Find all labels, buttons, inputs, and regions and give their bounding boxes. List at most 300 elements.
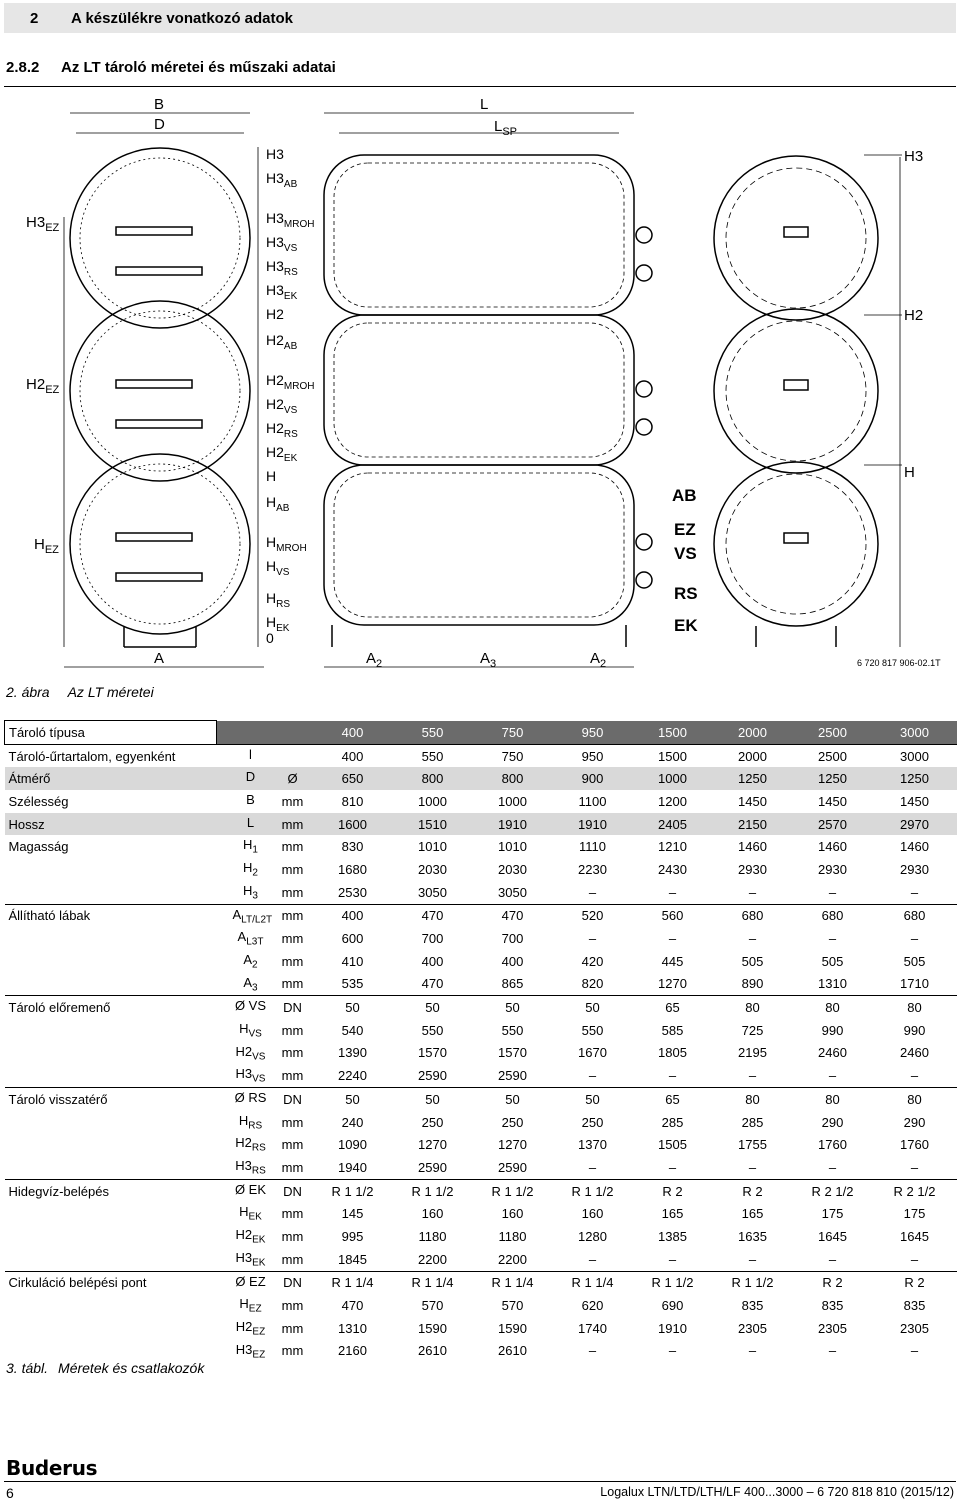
row-unit: mm (281, 793, 304, 809)
height-label: $H_{VS}$ (266, 558, 290, 578)
table-cell: – (588, 1343, 597, 1359)
table-cell: 1510 (393, 813, 473, 836)
table-cell: 2195 (738, 1045, 767, 1061)
table-cell: R 1 1/2 (393, 1179, 473, 1202)
table-cell: 1090 (338, 1137, 367, 1153)
table-cell: – (748, 1159, 757, 1175)
row-label (5, 1294, 217, 1317)
table-cell: 1000 (633, 767, 713, 790)
table-cell: 1600 (313, 813, 393, 836)
table-cell: 550 (581, 1022, 604, 1038)
row-label: Szélesség (8, 793, 69, 809)
table-cell: 535 (341, 976, 364, 992)
table-row (5, 790, 957, 813)
table-cell: 620 (581, 1298, 604, 1314)
figure-caption (6, 684, 154, 700)
table-cell: 2500 (793, 721, 873, 745)
table-cell: 570 (501, 1298, 524, 1314)
table-cell: 540 (341, 1022, 364, 1038)
table-cell: 290 (903, 1114, 926, 1130)
table-row (5, 1202, 957, 1225)
table-cell: R 1 1/4 (553, 1271, 633, 1294)
table-cell: 835 (741, 1298, 764, 1314)
table-cell: 65 (633, 1088, 713, 1111)
table-cell: 400 (313, 904, 393, 927)
row-symbol: $H3_{RS}$ (235, 1158, 266, 1177)
label-a2-left: $A_2$ (366, 650, 383, 670)
table-cell: 165 (661, 1206, 684, 1222)
table-cell: 550 (393, 721, 473, 745)
table-cell: 1390 (338, 1045, 367, 1061)
row-symbol: $H2_{EZ}$ (235, 1318, 266, 1338)
row-symbol: Ø EK (217, 1179, 273, 1202)
label-l: L (480, 96, 489, 113)
table-cell: – (748, 1068, 757, 1084)
table-cell: 50 (393, 996, 473, 1019)
table-cell: 800 (393, 767, 473, 790)
row-symbol: $H_{EK}$ (239, 1204, 262, 1224)
table-row (5, 744, 957, 767)
row-label (5, 1019, 217, 1042)
table-row (5, 1271, 957, 1294)
table-cell: 2570 (793, 813, 873, 836)
table-cell: 175 (903, 1206, 926, 1222)
table-cell: – (668, 1251, 677, 1267)
row-label: Tároló típusa (5, 721, 217, 745)
table-cell: – (828, 884, 837, 900)
table-cell: 835 (821, 1298, 844, 1314)
table-row (5, 1179, 957, 1202)
table-cell: 1845 (338, 1251, 367, 1267)
table-cell: 750 (501, 748, 524, 764)
label-h2ez: $H2_{EZ}$ (26, 376, 60, 396)
row-label (5, 973, 217, 996)
tank-bottom-end (714, 462, 878, 626)
row-unit: DN (273, 1179, 313, 1202)
table-cell: 50 (473, 1088, 553, 1111)
table-cell: 700 (421, 931, 444, 947)
row-unit: mm (281, 1298, 304, 1314)
height-label: $H_{AB}$ (266, 494, 290, 514)
table-cell: – (828, 931, 837, 947)
table-cell: 1755 (738, 1137, 767, 1153)
table-cell: 2930 (738, 861, 767, 877)
height-label: H3 (266, 146, 284, 162)
row-symbol (217, 721, 273, 745)
table-cell: 285 (741, 1114, 764, 1130)
tank-drawing (4, 87, 956, 679)
height-label: $H3_{EK}$ (266, 282, 298, 302)
table-cell: 505 (821, 953, 844, 969)
label-a: A (154, 650, 165, 667)
table-cell: 505 (903, 953, 926, 969)
height-label: $H3_{RS}$ (266, 258, 298, 278)
table-cell: 80 (793, 1088, 873, 1111)
table-cell: 750 (473, 721, 553, 745)
table-cell: 1670 (578, 1045, 607, 1061)
table-cell: 2610 (498, 1343, 527, 1359)
table-cell: 1370 (578, 1137, 607, 1153)
table-cell: 1180 (498, 1228, 527, 1244)
table-cell: 3050 (498, 884, 527, 900)
table-cell: 470 (421, 976, 444, 992)
label-ek: EK (674, 616, 698, 635)
row-unit: mm (281, 1343, 304, 1359)
table-cell: 1450 (738, 793, 767, 809)
row-unit: mm (281, 976, 304, 992)
table-cell: 80 (793, 996, 873, 1019)
row-unit: mm (281, 839, 304, 855)
table-row (5, 1042, 957, 1065)
table-cell: 1460 (738, 839, 767, 855)
table-cell: 1570 (498, 1045, 527, 1061)
row-symbol: $H_{VS}$ (239, 1020, 262, 1040)
row-symbol: Ø VS (217, 996, 273, 1019)
table-cell: – (668, 931, 677, 947)
row-unit: mm (281, 1045, 304, 1061)
table-cell: 1100 (578, 793, 607, 809)
table-cell: 175 (821, 1206, 844, 1222)
table-cell: R 1 1/2 (713, 1271, 793, 1294)
table-cell: 2460 (900, 1045, 929, 1061)
row-symbol: D (217, 767, 273, 790)
table-cell: 80 (713, 996, 793, 1019)
tank-top-end (714, 156, 878, 320)
table-cell: 2000 (713, 721, 793, 745)
table-cell: 990 (821, 1022, 844, 1038)
table-cell: 3050 (418, 884, 447, 900)
row-unit (273, 744, 313, 767)
table-cell: 1000 (498, 793, 527, 809)
row-symbol: L (217, 813, 273, 836)
table-row (5, 1064, 957, 1087)
table-cell: 145 (341, 1206, 364, 1222)
table-cell: 1500 (633, 721, 713, 745)
height-label: $H_{MROH}$ (266, 534, 307, 554)
table-cell: R 1 1/2 (553, 1179, 633, 1202)
table-cell: 2970 (873, 813, 957, 836)
chapter-header-bar (4, 3, 956, 33)
row-unit: mm (281, 953, 304, 969)
table-cell: – (910, 931, 919, 947)
table-cell: – (910, 884, 919, 900)
tank-mid-end (714, 309, 878, 473)
table-row (5, 950, 957, 973)
row-symbol: $A_3$ (243, 974, 258, 994)
table-cell: 2460 (818, 1045, 847, 1061)
table-caption-num: 3. tábl. (6, 1360, 49, 1376)
row-symbol: $H2_{VS}$ (235, 1043, 266, 1063)
table-cell: 835 (903, 1298, 926, 1314)
table-cell: 165 (741, 1206, 764, 1222)
table-cell: 1460 (900, 839, 929, 855)
table-cell: 1570 (418, 1045, 447, 1061)
table-cell: 570 (421, 1298, 444, 1314)
table-cell: 800 (473, 767, 553, 790)
table-cell: 2930 (900, 861, 929, 877)
table-cell: 1910 (473, 813, 553, 836)
table-cell: 1680 (338, 861, 367, 877)
table-cell: – (828, 1251, 837, 1267)
table-row (5, 973, 957, 996)
table-row (5, 858, 957, 881)
table-cell: 470 (393, 904, 473, 927)
table-cell: 1200 (658, 793, 687, 809)
row-symbol: $H3_{VS}$ (235, 1066, 266, 1085)
table-row (5, 813, 957, 836)
row-symbol: Ø EZ (217, 1271, 273, 1294)
table-cell: 400 (421, 953, 444, 969)
row-symbol: $H3_{EZ}$ (235, 1341, 266, 1361)
row-unit: mm (281, 1251, 304, 1267)
label-h3ez: $H3_{EZ}$ (26, 214, 60, 234)
table-cell: – (910, 1159, 919, 1175)
row-unit: mm (273, 813, 313, 836)
row-unit: mm (281, 1159, 304, 1175)
table-cell: 2590 (418, 1159, 447, 1175)
height-label: $H_{RS}$ (266, 590, 291, 610)
height-label: $H3_{MROH}$ (266, 210, 315, 230)
row-unit: mm (281, 1206, 304, 1222)
table-cell: 680 (713, 904, 793, 927)
table-cell: 950 (581, 748, 604, 764)
tank-mid-front (324, 315, 634, 465)
table-row (5, 1340, 957, 1363)
table-cell: – (828, 1159, 837, 1175)
table-cell: 50 (553, 996, 633, 1019)
table-cell: 160 (501, 1206, 524, 1222)
table-cell: 600 (341, 931, 364, 947)
height-label: $H2_{EK}$ (266, 444, 298, 464)
row-label (5, 1248, 217, 1271)
height-label: $H3_{AB}$ (266, 170, 298, 190)
table-cell: 1910 (553, 813, 633, 836)
tank-top-front (324, 155, 634, 315)
table-cell: – (828, 1343, 837, 1359)
table-cell: 2430 (658, 861, 687, 877)
label-right-h3: H3 (904, 148, 924, 165)
table-cell: – (588, 1159, 597, 1175)
label-right-h: H (904, 464, 915, 481)
row-symbol: $H_1$ (243, 837, 258, 857)
table-cell: 2305 (818, 1320, 847, 1336)
label-ab: AB (672, 486, 697, 505)
table-cell: – (910, 1068, 919, 1084)
table-cell: 1760 (900, 1137, 929, 1153)
table-cell: 1910 (658, 1320, 687, 1336)
table-cell: 1590 (418, 1320, 447, 1336)
height-label: $H_{EK}$ (266, 614, 290, 634)
table-cell: 2230 (578, 861, 607, 877)
table-cell: 890 (741, 976, 764, 992)
table-cell: 1590 (498, 1320, 527, 1336)
row-label (5, 927, 217, 950)
table-cell: 1250 (793, 767, 873, 790)
table-cell: 250 (581, 1114, 604, 1130)
row-label (5, 1225, 217, 1248)
table-cell: 470 (473, 904, 553, 927)
row-symbol: $H3_{EK}$ (235, 1249, 266, 1269)
table-cell: 1270 (418, 1137, 447, 1153)
table-row (5, 927, 957, 950)
table-cell: 2305 (900, 1320, 929, 1336)
table-cell: 1310 (818, 976, 847, 992)
row-symbol: $H_{RS}$ (238, 1112, 263, 1132)
table-cell: R 2 (873, 1271, 957, 1294)
table-cell: 2610 (418, 1343, 447, 1359)
label-ez: EZ (674, 520, 696, 539)
table-cell: 990 (903, 1022, 926, 1038)
table-cell: 950 (553, 721, 633, 745)
row-symbol: $A_{LT/L2T}$ (217, 904, 273, 927)
table-cell: 1505 (658, 1137, 687, 1153)
table-cell: 240 (341, 1114, 364, 1130)
table-row (5, 767, 957, 790)
table-cell: 2160 (338, 1343, 367, 1359)
table-cell: 680 (873, 904, 957, 927)
table-cell: 2000 (738, 748, 767, 764)
table-cell: 2200 (418, 1251, 447, 1267)
table-cell: 400 (501, 953, 524, 969)
table-cell: 2305 (738, 1320, 767, 1336)
chapter-number: 2 (30, 10, 39, 27)
table-cell: 1310 (338, 1320, 367, 1336)
row-unit: mm (281, 861, 304, 877)
table-header-row (5, 721, 957, 745)
row-label (5, 1340, 217, 1363)
table-cell: R 2 (713, 1179, 793, 1202)
row-unit: DN (273, 1271, 313, 1294)
table-cell: 1940 (338, 1159, 367, 1175)
row-label: Állítható lábak (5, 904, 217, 927)
table-cell: 995 (341, 1228, 364, 1244)
row-symbol: $H2_{RS}$ (235, 1135, 266, 1155)
table-row (5, 835, 957, 858)
label-right-h2: H2 (904, 307, 924, 324)
row-unit: mm (281, 1137, 304, 1153)
table-cell: 3000 (873, 721, 957, 745)
table-cell: R 2 (633, 1179, 713, 1202)
table-cell: 2200 (498, 1251, 527, 1267)
height-label: $H2_{VS}$ (266, 396, 298, 416)
table-cell: 505 (741, 953, 764, 969)
row-unit: mm (281, 1022, 304, 1038)
table-cell: 2240 (338, 1068, 367, 1084)
table-cell: 820 (581, 976, 604, 992)
table-cell: 1450 (900, 793, 929, 809)
section-title: Az LT tároló méretei és műszaki adatai (61, 59, 336, 76)
table-cell: R 1 1/4 (473, 1271, 553, 1294)
table-cell: 160 (421, 1206, 444, 1222)
row-label (5, 1133, 217, 1156)
buderus-logo: Buderus (6, 1456, 98, 1480)
table-cell: 250 (501, 1114, 524, 1130)
table-cell: 900 (553, 767, 633, 790)
table-cell: 1250 (713, 767, 793, 790)
row-label (5, 1042, 217, 1065)
row-symbol: $H_3$ (243, 882, 258, 902)
table-cell: 830 (341, 839, 364, 855)
table-cell: 865 (501, 976, 524, 992)
row-label: Hossz (5, 813, 217, 836)
label-b: B (154, 96, 165, 113)
row-label (5, 1064, 217, 1087)
table-cell: 550 (421, 1022, 444, 1038)
table-cell: R 2 1/2 (873, 1179, 957, 1202)
table-cell: 1645 (900, 1228, 929, 1244)
table-cell: 1000 (418, 793, 447, 809)
table-cell: 1110 (579, 839, 606, 855)
table-cell: 50 (393, 1088, 473, 1111)
table-cell: 2930 (818, 861, 847, 877)
table-cell: 550 (421, 748, 444, 764)
table-cell: 1645 (818, 1228, 847, 1244)
table-cell: – (828, 1068, 837, 1084)
row-label (5, 1202, 217, 1225)
row-label (5, 858, 217, 881)
table-cell: 3000 (900, 748, 929, 764)
row-label (5, 881, 217, 904)
row-symbol: Ø RS (217, 1088, 273, 1111)
row-label: Tároló-űrtartalom, egyenként (8, 748, 176, 764)
table-cell: 65 (633, 996, 713, 1019)
dimensions-table (4, 720, 957, 1362)
table-cell: 410 (341, 953, 364, 969)
row-unit: mm (281, 1114, 304, 1130)
table-cell: R 1 1/2 (473, 1179, 553, 1202)
height-label: $H2_{AB}$ (266, 332, 298, 352)
table-cell: 1250 (873, 767, 957, 790)
table-cell: 810 (341, 793, 364, 809)
table-cell: 650 (313, 767, 393, 790)
table-cell: 400 (341, 748, 364, 764)
row-unit: mm (281, 1068, 304, 1084)
table-cell: 520 (553, 904, 633, 927)
table-cell: 2590 (418, 1068, 447, 1084)
row-label: Magasság (8, 839, 69, 855)
figure-doc-number: 6 720 817 906-02.1T (857, 658, 941, 668)
table-cell: – (748, 884, 757, 900)
table-cell: – (588, 931, 597, 947)
row-label (5, 950, 217, 973)
table-cell: 50 (313, 996, 393, 1019)
table-cell: 285 (661, 1114, 684, 1130)
row-label: Hidegvíz-belépés (5, 1179, 217, 1202)
footer-divider (4, 1481, 956, 1482)
table-cell: 80 (873, 1088, 957, 1111)
row-label: Tároló előremenő (5, 996, 217, 1019)
table-cell: 1500 (658, 748, 687, 764)
table-cell: – (668, 1068, 677, 1084)
table-cell: 1740 (578, 1320, 607, 1336)
table-cell: 1210 (658, 839, 687, 855)
table-cell: 550 (501, 1022, 524, 1038)
table-cell: 250 (421, 1114, 444, 1130)
row-unit: mm (281, 1320, 304, 1336)
table-cell: 1385 (658, 1228, 687, 1244)
table-cell: R 1 1/2 (633, 1271, 713, 1294)
table-row (5, 1019, 957, 1042)
height-label: H2 (266, 306, 284, 322)
table-cell: 725 (741, 1022, 764, 1038)
row-label: Cirkuláció belépési pont (5, 1271, 217, 1294)
height-label: 0 (266, 630, 274, 646)
row-symbol: $H2_{EK}$ (235, 1227, 266, 1246)
row-unit: mm (281, 931, 304, 947)
label-rs: RS (674, 584, 698, 603)
table-row (5, 1317, 957, 1340)
table-cell: 400 (313, 721, 393, 745)
